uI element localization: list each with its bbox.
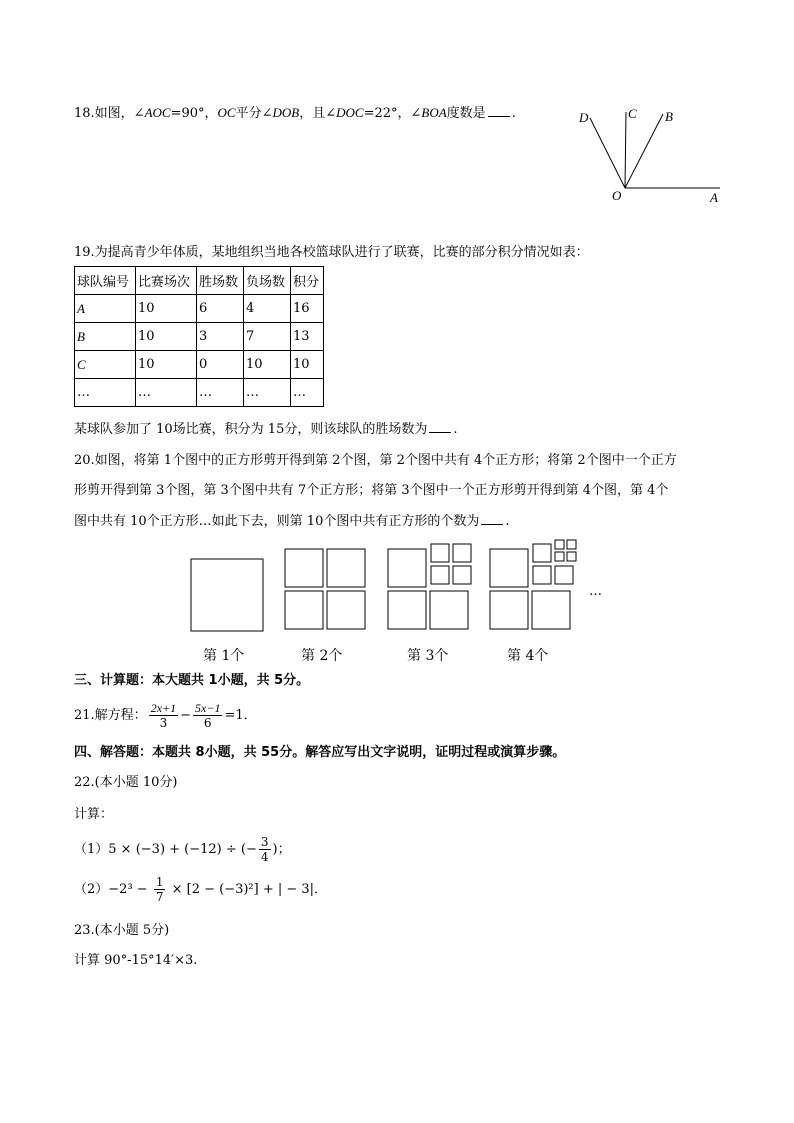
label-a: A — [710, 190, 718, 205]
table-cell: 13 — [291, 323, 324, 351]
q22-part1: （1）5 × (−3) + (−12) ÷ (− $\frac{3}{4}$ )； — [74, 835, 291, 864]
q23-body: 计算 90°-15°14′×3. — [74, 953, 198, 968]
table-row — [75, 323, 324, 351]
table-row — [75, 351, 324, 379]
q20-line2: 形剪开得到第 3个图，第 3个图中共有 7个正方形；将第 3个图中一个正方形剪开得到第 4个图，第 4个 — [74, 483, 669, 498]
q20-line1: 20.如图，将第 1个图中的正方形剪开得到第 2个图，第 2个图中共有 4个正方形；将第 2个图中一个正方 — [74, 453, 677, 468]
square — [533, 544, 551, 562]
square — [533, 566, 551, 584]
q18-text: 18.如图，∠AOC=90°，OC平分∠DOB，且∠DOC=22°，∠BOA度数是 . — [74, 105, 516, 121]
table-cell: A — [75, 295, 136, 323]
table-cell: … — [136, 379, 197, 407]
square — [532, 591, 570, 629]
table-header: 比赛场次 — [136, 267, 197, 295]
table-header: 球队编号 — [75, 267, 136, 295]
label-b: B — [665, 109, 673, 124]
figure-label: 第 2个 — [301, 648, 343, 664]
table-cell: 16 — [291, 295, 324, 323]
square — [191, 559, 263, 631]
table-cell: 10 — [244, 351, 291, 379]
square — [431, 566, 449, 584]
square — [490, 591, 528, 629]
table-cell: 7 — [244, 323, 291, 351]
table-cell: … — [75, 379, 136, 407]
label-o: O — [612, 188, 622, 203]
square — [567, 552, 576, 561]
q22-head: 22.(本小题 10分) — [74, 775, 178, 790]
table-cell: C — [75, 351, 136, 379]
square — [430, 591, 468, 629]
label-c: C — [628, 106, 637, 121]
square — [567, 540, 576, 549]
fraction: $\frac{2x+1}{3}$ — [150, 701, 177, 730]
table-cell: … — [244, 379, 291, 407]
square — [388, 549, 426, 587]
q23-head: 23.(本小题 5分) — [74, 923, 170, 938]
squares-figure — [185, 535, 625, 635]
table-cell: 10 — [136, 323, 197, 351]
square — [431, 544, 449, 562]
ray-oc — [625, 112, 626, 188]
answer-blank — [429, 420, 451, 433]
table-row — [75, 379, 324, 407]
square — [555, 540, 564, 549]
fraction: $\frac{3}{4}$ — [260, 835, 269, 864]
table-cell: … — [197, 379, 244, 407]
figure-label: 第 4个 — [507, 648, 549, 664]
q20-line3: 图中共有 10个正方形…如此下去，则第 10个图中共有正方形的个数为 . — [74, 514, 510, 529]
table-header: 负场数 — [244, 267, 291, 295]
table-cell: … — [291, 379, 324, 407]
square — [555, 552, 564, 561]
score-table — [74, 266, 324, 407]
square — [555, 566, 573, 584]
figure-label: 第 3个 — [407, 648, 449, 664]
table-cell: B — [75, 323, 136, 351]
square — [453, 544, 471, 562]
figure-label: 第 1个 — [203, 648, 245, 664]
ray-od — [590, 118, 625, 188]
answer-blank — [488, 104, 510, 117]
square — [453, 566, 471, 584]
table-cell: 3 — [197, 323, 244, 351]
angle-diagram — [570, 100, 740, 210]
table-cell: 4 — [244, 295, 291, 323]
q22-part2: （2）−2³ − $\frac{1}{7}$ × [2 − (−3)²] + | − 3|． — [74, 875, 328, 904]
square — [388, 591, 426, 629]
q21-text: 21.解方程： $\frac{2x+1}{3}$ − $\frac{5x-1}{6}$ =1． — [74, 701, 257, 730]
fraction: $\frac{1}{7}$ — [155, 875, 164, 904]
square — [327, 549, 365, 587]
table-header-row — [75, 267, 324, 295]
table-cell: 10 — [136, 295, 197, 323]
square — [490, 549, 528, 587]
table-header: 积分 — [291, 267, 324, 295]
label-d: D — [579, 110, 589, 125]
q19-intro: 19.为提高青少年体质，某地组织当地各校篮球队进行了联赛，比赛的部分积分情况如表： — [74, 245, 589, 260]
table-header: 胜场数 — [197, 267, 244, 295]
figure-ellipsis: … — [589, 584, 602, 599]
fraction: $\frac{5x-1}{6}$ — [195, 701, 221, 730]
ray-ob — [625, 114, 663, 188]
square — [285, 591, 323, 629]
section-4-title: 四、解答题：本题共 8小题，共 55分。解答应写出文字说明，证明过程或演算步骤。 — [74, 745, 566, 760]
square — [327, 591, 365, 629]
q19-question: 某球队参加了 10场比赛，积分为 15分，则该球队的胜场数为 . — [74, 422, 458, 437]
table-cell: 6 — [197, 295, 244, 323]
table-cell: 0 — [197, 351, 244, 379]
answer-blank — [481, 512, 503, 525]
table-cell: 10 — [136, 351, 197, 379]
q22-calc: 计算： — [74, 807, 114, 822]
table-row — [75, 295, 324, 323]
table-cell: 10 — [291, 351, 324, 379]
section-3-title: 三、计算题：本大题共 1小题，共 5分。 — [74, 673, 310, 688]
square — [285, 549, 323, 587]
